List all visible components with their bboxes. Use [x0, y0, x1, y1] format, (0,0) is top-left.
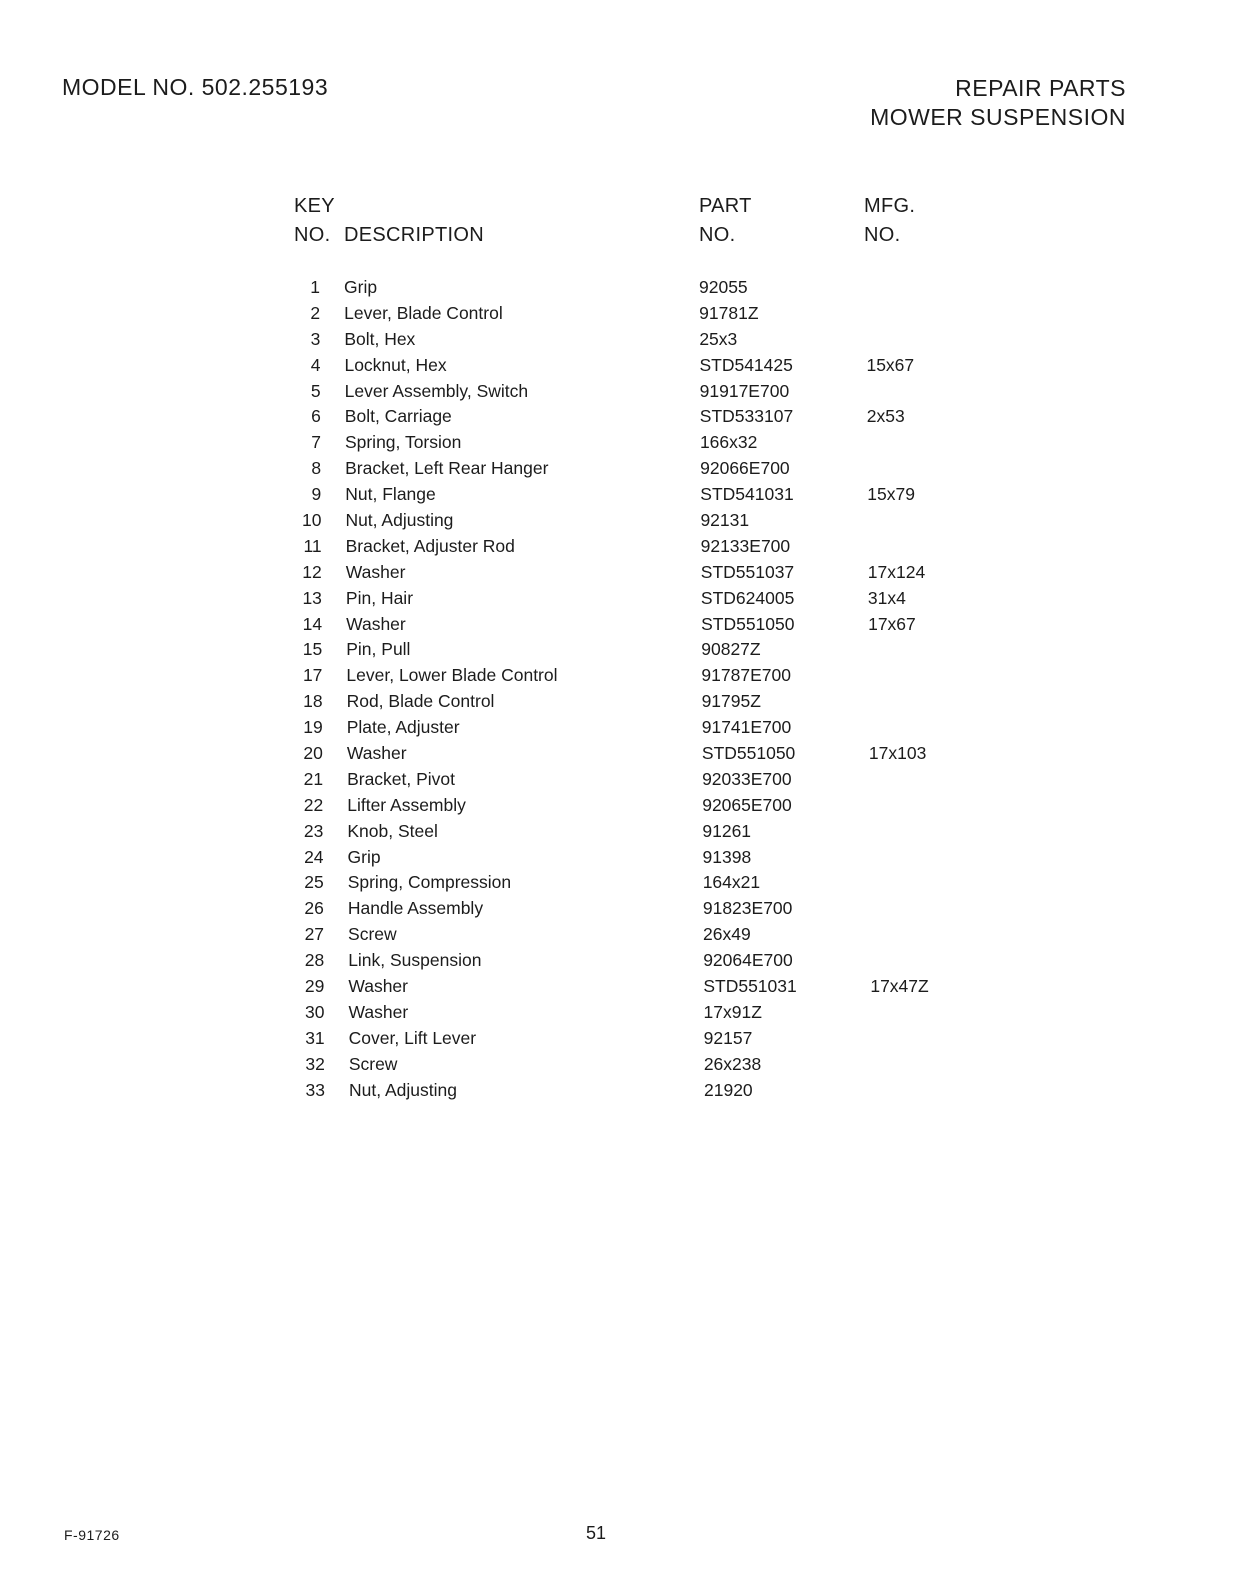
- part-number: 92033E700: [702, 768, 792, 789]
- part-number: STD541031: [700, 484, 794, 505]
- part-number: 26x238: [703, 1053, 762, 1074]
- part-number: STD624005: [700, 587, 795, 608]
- part-number: 90827Z: [701, 639, 761, 660]
- part-description: Plate, Adjuster: [346, 717, 460, 738]
- table-row: [0, 301, 1244, 327]
- key-number: 20: [303, 743, 323, 764]
- table-row: [0, 974, 1244, 1000]
- part-number: 92065E700: [702, 794, 792, 815]
- column-header-part-line2: NO.: [699, 224, 736, 246]
- part-description: Pin, Hair: [345, 587, 414, 608]
- table-row: [0, 430, 1244, 456]
- table-row: [0, 819, 1244, 845]
- key-number: 13: [302, 587, 322, 608]
- key-number: 17: [302, 665, 323, 686]
- part-number: 92066E700: [700, 458, 790, 479]
- part-number: 92064E700: [703, 950, 793, 971]
- parts-table: [0, 275, 1244, 1104]
- table-row: [0, 1052, 1244, 1078]
- key-number: 14: [302, 613, 323, 634]
- part-description: Nut, Adjusting: [349, 1079, 457, 1100]
- part-description: Washer: [348, 976, 408, 997]
- key-number: 19: [303, 717, 323, 738]
- key-number: 33: [305, 1079, 325, 1100]
- table-row: [0, 534, 1244, 560]
- table-row: [0, 715, 1244, 741]
- part-number: 26x49: [703, 924, 751, 945]
- part-description: Washer: [346, 743, 407, 764]
- table-row: [0, 663, 1244, 689]
- part-description: Grip: [344, 277, 378, 297]
- part-description: Spring, Compression: [347, 872, 512, 893]
- key-number: 12: [302, 561, 322, 582]
- table-row: [0, 870, 1244, 896]
- table-row: [0, 793, 1244, 819]
- part-number: 91917E700: [699, 380, 790, 401]
- key-number: 31: [305, 1027, 325, 1048]
- form-code: F-91726: [64, 1527, 120, 1543]
- mfg-number: 17x103: [868, 743, 927, 764]
- part-description: Bracket, Adjuster Rod: [345, 535, 515, 556]
- column-header-key-line2: NO.: [294, 224, 331, 246]
- part-description: Nut, Adjusting: [345, 510, 454, 531]
- part-description: Locknut, Hex: [344, 354, 447, 375]
- table-row: [0, 560, 1244, 586]
- part-description: Bracket, Pivot: [347, 768, 456, 789]
- part-description: Nut, Flange: [345, 484, 436, 505]
- part-number: 91261: [702, 820, 752, 841]
- key-number: 29: [304, 976, 325, 997]
- part-number: 166x32: [699, 432, 758, 453]
- key-number: 15: [302, 639, 323, 660]
- part-number: 25x3: [699, 328, 738, 349]
- key-number: 8: [311, 458, 322, 479]
- part-description: Handle Assembly: [347, 898, 484, 919]
- key-number: 22: [303, 794, 324, 815]
- table-row: [0, 896, 1244, 922]
- key-number: 26: [304, 898, 324, 919]
- part-description: Washer: [348, 1001, 409, 1022]
- table-row: [0, 1000, 1244, 1026]
- key-number: 30: [305, 1001, 325, 1022]
- key-number: 6: [311, 406, 321, 427]
- part-number: STD533107: [699, 406, 794, 427]
- part-number: STD551050: [701, 743, 796, 764]
- title-line-1: REPAIR PARTS: [955, 75, 1126, 101]
- table-row: [0, 637, 1244, 663]
- table-row: [0, 586, 1244, 612]
- part-description: Lever, Blade Control: [344, 302, 503, 323]
- part-number: STD551050: [701, 613, 795, 634]
- key-number: 5: [310, 380, 321, 401]
- part-number: 92133E700: [700, 535, 791, 556]
- column-header-key-line1: KEY: [294, 195, 335, 217]
- part-number: 91823E700: [702, 898, 793, 919]
- part-description: Screw: [348, 1053, 398, 1074]
- part-description: Lever, Lower Blade Control: [346, 665, 558, 686]
- mfg-number: 17x124: [867, 561, 926, 582]
- mfg-number: 17x47Z: [870, 976, 929, 997]
- key-number: 10: [301, 510, 322, 531]
- key-number: 3: [310, 328, 321, 349]
- part-description: Washer: [345, 561, 406, 582]
- table-row: [0, 275, 1244, 301]
- key-number: 28: [304, 950, 325, 971]
- part-number: 164x21: [702, 872, 761, 893]
- key-number: 27: [304, 924, 325, 945]
- part-description: Grip: [347, 846, 381, 867]
- part-number: 91795Z: [701, 691, 761, 712]
- table-row: [0, 767, 1244, 793]
- column-header-mfg-line1: MFG.: [864, 195, 916, 217]
- table-row: [0, 404, 1244, 430]
- mfg-number: 17x67: [868, 613, 916, 634]
- key-number: 9: [311, 484, 322, 505]
- part-description: Rod, Blade Control: [346, 691, 495, 712]
- table-row: [0, 327, 1244, 353]
- part-description: Bolt, Carriage: [344, 406, 452, 427]
- table-row: [0, 612, 1244, 638]
- part-number: STD551037: [700, 561, 795, 582]
- part-description: Knob, Steel: [347, 820, 438, 841]
- part-description: Lifter Assembly: [347, 794, 466, 815]
- part-number: 21920: [704, 1079, 753, 1100]
- key-number: 25: [304, 872, 324, 893]
- part-number: 17x91Z: [703, 1001, 762, 1022]
- table-row: [0, 379, 1244, 405]
- part-number: 92131: [700, 510, 750, 531]
- table-row: [0, 948, 1244, 974]
- part-description: Link, Suspension: [348, 950, 482, 971]
- model-number: MODEL NO. 502.255193: [62, 74, 329, 100]
- table-row: [0, 845, 1244, 871]
- part-description: Bracket, Left Rear Hanger: [345, 458, 549, 479]
- part-description: Cover, Lift Lever: [348, 1027, 477, 1048]
- title-line-2: MOWER SUSPENSION: [870, 104, 1126, 130]
- table-row: [0, 353, 1244, 379]
- column-header-key: [294, 192, 335, 250]
- part-number: 91787E700: [701, 665, 791, 686]
- column-header-part: [699, 192, 752, 250]
- part-description: Spring, Torsion: [344, 432, 462, 453]
- page-title: [870, 74, 1126, 132]
- table-row: [0, 1026, 1244, 1052]
- part-number: 91741E700: [701, 717, 792, 738]
- part-description: Screw: [348, 924, 397, 945]
- table-row: [0, 922, 1244, 948]
- key-number: 24: [304, 846, 324, 867]
- part-number: STD541425: [699, 354, 793, 375]
- column-header-part-line1: PART: [699, 195, 752, 217]
- mfg-number: 31x4: [867, 587, 906, 608]
- key-number: 2: [310, 302, 321, 323]
- mfg-number: 2x53: [866, 406, 905, 427]
- part-number: 91781Z: [699, 302, 759, 323]
- part-description: Lever Assembly, Switch: [344, 380, 529, 401]
- column-header-description: DESCRIPTION: [344, 224, 484, 246]
- column-header-mfg: [864, 192, 915, 250]
- key-number: 18: [303, 691, 323, 712]
- table-row: [0, 482, 1244, 508]
- table-row: [0, 689, 1244, 715]
- part-number: 92157: [703, 1027, 753, 1048]
- column-header-mfg-line2: NO.: [864, 224, 901, 246]
- mfg-number: 15x67: [866, 354, 915, 375]
- key-number: 32: [305, 1053, 325, 1074]
- key-number: 7: [311, 432, 321, 453]
- part-number: 91398: [702, 846, 752, 867]
- table-row: [0, 1078, 1244, 1104]
- key-number: 11: [303, 535, 322, 556]
- part-description: Washer: [346, 613, 406, 634]
- table-row: [0, 741, 1244, 767]
- key-number: 1: [310, 277, 320, 297]
- table-row: [0, 456, 1244, 482]
- table-row: [0, 508, 1244, 534]
- part-number: 92055: [699, 277, 748, 297]
- mfg-number: 15x79: [867, 484, 915, 505]
- page-number: 51: [586, 1523, 607, 1543]
- key-number: 4: [310, 354, 321, 375]
- key-number: 23: [303, 820, 324, 841]
- part-description: Bolt, Hex: [344, 328, 416, 349]
- key-number: 21: [303, 768, 324, 789]
- part-number: STD551031: [703, 976, 797, 997]
- part-description: Pin, Pull: [346, 639, 411, 660]
